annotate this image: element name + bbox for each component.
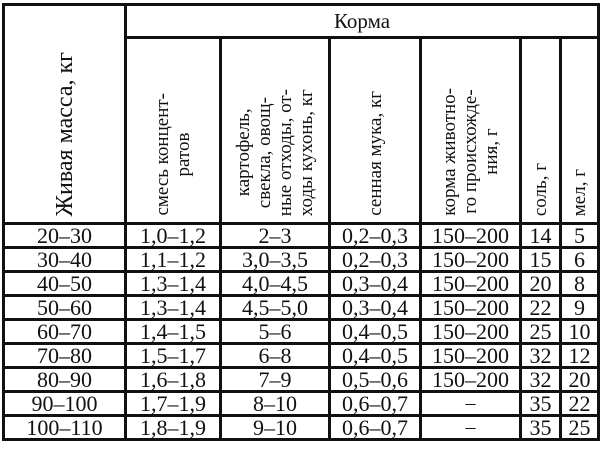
- value-cell: 0,6–0,7: [330, 392, 421, 416]
- value-cell: 1,4–1,5: [126, 320, 221, 344]
- live-mass-header: [4, 5, 126, 224]
- column-header-label: [365, 85, 386, 222]
- header-line: ходы кухонь, кг: [296, 88, 317, 216]
- value-cell: 1,5–1,7: [126, 344, 221, 368]
- live-mass-cell: 90–100: [4, 392, 126, 416]
- value-cell: 32: [521, 368, 561, 392]
- table-row: [4, 296, 599, 320]
- value-cell: 0,2–0,3: [330, 248, 421, 272]
- value-cell: 0,3–0,4: [330, 296, 421, 320]
- value-cell: 0,4–0,5: [330, 320, 421, 344]
- value-cell: 9–10: [221, 416, 330, 440]
- live-mass-header-label: Живая масса, кг: [51, 51, 78, 216]
- value-cell: 22: [521, 296, 561, 320]
- table-row: [4, 272, 599, 296]
- header-line: соль, г: [530, 162, 551, 216]
- feed-ration-table: [2, 3, 600, 441]
- value-cell: 22: [561, 392, 599, 416]
- value-cell: 6: [561, 248, 599, 272]
- live-mass-cell: 80–90: [4, 368, 126, 392]
- value-cell: 32: [521, 344, 561, 368]
- value-cell: 150–200: [421, 296, 521, 320]
- live-mass-cell: 50–60: [4, 296, 126, 320]
- column-header-hay-meal: [330, 38, 421, 224]
- value-cell: 1,7–1,9: [126, 392, 221, 416]
- value-cell: 1,6–1,8: [126, 368, 221, 392]
- column-header-salt: [521, 38, 561, 224]
- value-cell: 5–6: [221, 320, 330, 344]
- column-header-label: [233, 83, 317, 222]
- value-cell: 8–10: [221, 392, 330, 416]
- feeds-group-header: Корма: [126, 5, 599, 38]
- value-cell: 15: [521, 248, 561, 272]
- value-cell: 5: [561, 224, 599, 248]
- header-line: смесь концент-: [152, 93, 173, 216]
- value-cell: 4,0–4,5: [221, 272, 330, 296]
- value-cell: –: [421, 392, 521, 416]
- value-cell: 6–8: [221, 344, 330, 368]
- value-cell: 1,0–1,2: [126, 224, 221, 248]
- header-line: сенная мука, кг: [364, 91, 386, 216]
- column-header-label: [569, 163, 590, 222]
- header-line: мел, г: [569, 168, 591, 216]
- value-cell: 2–3: [221, 224, 330, 248]
- header-line: свекла, овощ-: [254, 96, 275, 208]
- live-mass-cell: 20–30: [4, 224, 126, 248]
- live-mass-cell: 100–110: [4, 416, 126, 440]
- live-mass-cell: 40–50: [4, 272, 126, 296]
- value-cell: 8: [561, 272, 599, 296]
- value-cell: 12: [561, 344, 599, 368]
- column-header-animal-origin-feed: [421, 38, 521, 224]
- value-cell: –: [421, 416, 521, 440]
- column-header-label: [530, 157, 551, 222]
- value-cell: 4,5–5,0: [221, 296, 330, 320]
- column-header-label: [152, 87, 194, 222]
- value-cell: 20: [521, 272, 561, 296]
- value-cell: 1,3–1,4: [126, 296, 221, 320]
- value-cell: 14: [521, 224, 561, 248]
- value-cell: 150–200: [421, 272, 521, 296]
- table-row: [4, 224, 599, 248]
- column-header-chalk: [561, 38, 599, 224]
- table-row: [4, 392, 599, 416]
- table-row: [4, 248, 599, 272]
- header-line: ния, г: [481, 128, 502, 176]
- header-line: ратов: [173, 132, 194, 177]
- value-cell: 150–200: [421, 320, 521, 344]
- header-line: ные отходы, от-: [275, 88, 296, 216]
- value-cell: 1,8–1,9: [126, 416, 221, 440]
- live-mass-cell: 60–70: [4, 320, 126, 344]
- value-cell: 0,4–0,5: [330, 344, 421, 368]
- header-line: корма животно-: [439, 88, 460, 216]
- value-cell: 9: [561, 296, 599, 320]
- live-mass-cell: 70–80: [4, 344, 126, 368]
- value-cell: 25: [561, 416, 599, 440]
- table-row: [4, 344, 599, 368]
- value-cell: 10: [561, 320, 599, 344]
- value-cell: 0,3–0,4: [330, 272, 421, 296]
- value-cell: 0,6–0,7: [330, 416, 421, 440]
- value-cell: 20: [561, 368, 599, 392]
- column-header-concentrate-mix: [126, 38, 221, 224]
- column-header-potato-vegetables-waste: [221, 38, 330, 224]
- column-header-label: [439, 82, 502, 222]
- value-cell: 25: [521, 320, 561, 344]
- value-cell: 3,0–3,5: [221, 248, 330, 272]
- value-cell: 1,3–1,4: [126, 272, 221, 296]
- value-cell: 150–200: [421, 368, 521, 392]
- value-cell: 35: [521, 392, 561, 416]
- header-line: го происхожде-: [460, 89, 481, 215]
- table-row: [4, 320, 599, 344]
- table-row: [4, 416, 599, 440]
- table-row: [4, 368, 599, 392]
- header-line: картофель,: [233, 108, 254, 197]
- value-cell: 0,2–0,3: [330, 224, 421, 248]
- value-cell: 35: [521, 416, 561, 440]
- value-cell: 150–200: [421, 344, 521, 368]
- value-cell: 150–200: [421, 248, 521, 272]
- live-mass-cell: 30–40: [4, 248, 126, 272]
- value-cell: 0,5–0,6: [330, 368, 421, 392]
- value-cell: 7–9: [221, 368, 330, 392]
- value-cell: 150–200: [421, 224, 521, 248]
- value-cell: 1,1–1,2: [126, 248, 221, 272]
